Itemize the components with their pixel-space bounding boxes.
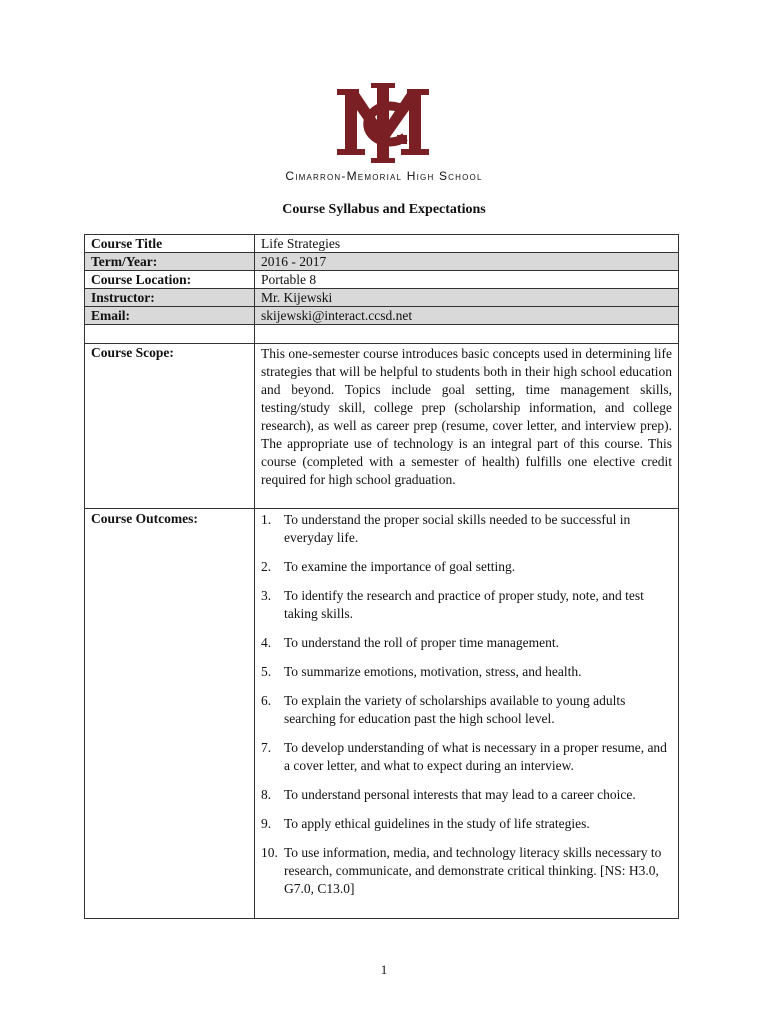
list-item [261, 587, 672, 623]
term-label: Term/Year: [85, 253, 255, 271]
page-number: 1 [380, 962, 388, 977]
list-text: To summarize emotions, motivation, stress, and health. [284, 664, 582, 679]
scope-label: Course Scope: [85, 344, 255, 509]
course-title-value: Life Strategies [255, 235, 679, 253]
list-number: 5. [261, 664, 272, 679]
location-value: Portable 8 [255, 271, 679, 289]
list-item [261, 511, 672, 547]
list-text: To understand the roll of proper time management. [284, 635, 559, 650]
row-outcomes [85, 509, 679, 919]
document-title: Course Syllabus and Expectations [282, 202, 486, 217]
instructor-value: Mr. Kijewski [255, 289, 679, 307]
school-logo [333, 83, 433, 163]
list-number: 8. [261, 787, 272, 802]
list-item [261, 663, 672, 681]
email-label: Email: [85, 307, 255, 325]
list-text: To develop understanding of what is necessary in a proper resume, and a cover letter, and what to expect during an interview. [284, 740, 667, 773]
syllabus-table [84, 234, 679, 919]
list-item [261, 844, 672, 898]
list-number: 10. [261, 845, 278, 860]
scope-text: This one-semester course introduces basic concepts used in determining life strategies that will be helpful to students both in their high school education and beyond. Topics include goal setting, time management skills, testing/study skill, college prep (scholarship information, and college research), as well as career prep (resume, cover letter, and interview prep). The appropriate use of technology is an integral part of this course. This course (completed with a semester of health) fulfills one elective credit required for high school graduation. [255, 344, 679, 509]
list-number: 7. [261, 740, 272, 755]
list-number: 9. [261, 816, 272, 831]
course-title-label: Course Title [85, 235, 255, 253]
list-text: To understand personal interests that may lead to a career choice. [284, 787, 636, 802]
location-label: Course Location: [85, 271, 255, 289]
row-term [85, 253, 679, 271]
list-item [261, 558, 672, 576]
email-value[interactable]: skijewski@interact.ccsd.net [255, 307, 679, 325]
list-item [261, 692, 672, 728]
row-scope [85, 344, 679, 509]
row-email [85, 307, 679, 325]
list-number: 6. [261, 693, 272, 708]
outcomes-label: Course Outcomes: [85, 509, 255, 919]
list-number: 4. [261, 635, 272, 650]
list-item [261, 634, 672, 652]
spacer-cell [85, 325, 255, 344]
list-text: To use information, media, and technology literacy skills necessary to research, communicate, and demonstrate critical thinking. [NS: H3.0, G7.0, C13.0] [284, 845, 662, 896]
list-text: To understand the proper social skills needed to be successful in everyday life. [284, 512, 631, 545]
list-item [261, 815, 672, 833]
term-value: 2016 - 2017 [255, 253, 679, 271]
cm-monogram-icon [333, 83, 433, 163]
list-text: To identify the research and practice of proper study, note, and test taking skills. [284, 588, 644, 621]
school-name: Cimarron-Memorial High School [285, 169, 483, 183]
row-instructor [85, 289, 679, 307]
spacer-cell [255, 325, 679, 344]
list-item [261, 786, 672, 804]
list-number: 2. [261, 559, 272, 574]
spacer-row [85, 325, 679, 344]
list-number: 1. [261, 512, 272, 527]
list-item [261, 739, 672, 775]
list-text: To explain the variety of scholarships available to young adults searching for education past the high school level. [284, 693, 626, 726]
outcomes-cell [255, 509, 679, 919]
row-course-title [85, 235, 679, 253]
outcomes-list [261, 511, 672, 908]
list-text: To examine the importance of goal setting. [284, 559, 516, 574]
list-text: To apply ethical guidelines in the study of life strategies. [284, 816, 590, 831]
instructor-label: Instructor: [85, 289, 255, 307]
row-location [85, 271, 679, 289]
list-number: 3. [261, 588, 272, 603]
